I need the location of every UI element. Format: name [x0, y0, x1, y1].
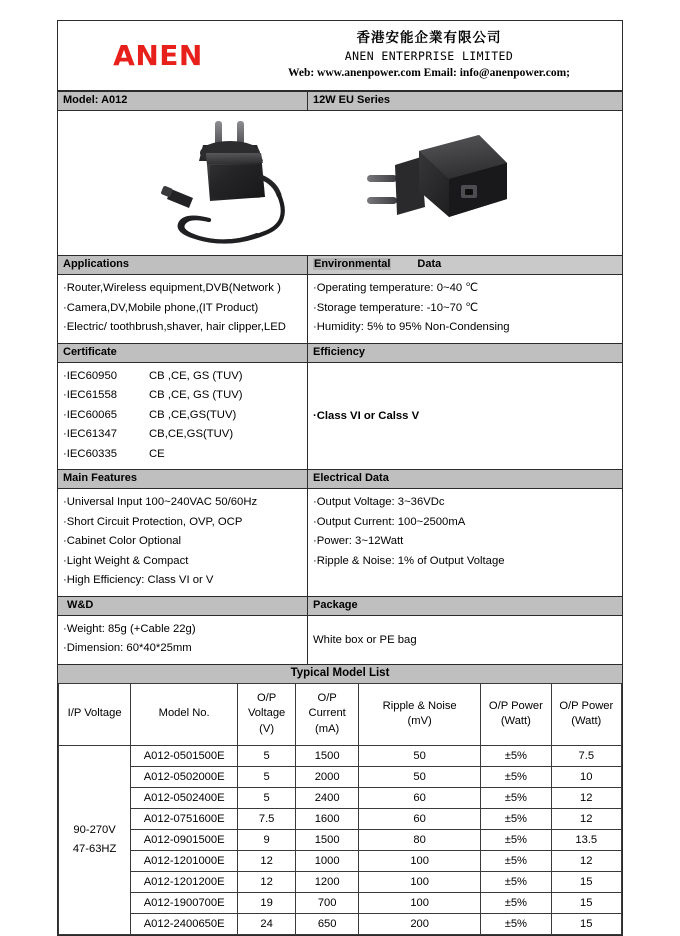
table-body: [59, 745, 622, 934]
cell-current: 1600: [296, 808, 359, 829]
list-item: ·Universal Input 100~240VAC 50/60Hz: [63, 496, 258, 508]
cell-tolerance: ±5%: [481, 892, 551, 913]
features-electrical-header: [58, 469, 622, 488]
certificate-detail: CE: [149, 447, 165, 460]
product-image-row: [58, 110, 622, 255]
cell-voltage: 9: [238, 829, 296, 850]
cell-current: 1500: [296, 745, 359, 766]
page-header: [58, 21, 622, 91]
column-header-output-voltage: [238, 683, 296, 745]
cell-tolerance: ±5%: [481, 871, 551, 892]
cell-voltage: 5: [238, 745, 296, 766]
cell-tolerance: ±5%: [481, 787, 551, 808]
column-header-line: (mV): [407, 715, 432, 727]
cell-tolerance: ±5%: [481, 913, 551, 934]
cell-voltage: 5: [238, 787, 296, 808]
column-header-line: I/P Voltage: [67, 707, 122, 720]
series-label: 12W EU Series: [308, 92, 622, 110]
cell-ripple: 100: [359, 892, 481, 913]
list-item: ·Light Weight & Compact: [63, 554, 189, 567]
list-item: ·Electric/ toothbrush,shaver, hair clipper,LED: [63, 321, 286, 333]
list-item: [63, 445, 302, 465]
column-header-line: (V): [259, 722, 275, 735]
list-item: ·Operating temperature: 0~40 ℃: [313, 282, 478, 294]
list-item: ·Dimension: 60*40*25mm: [63, 642, 192, 654]
cell-model: A012-0502000E: [131, 766, 238, 787]
column-header-model-no: [131, 683, 238, 745]
certificate-detail: CB ,CE, GS (TUV): [149, 389, 243, 401]
cell-watt: 7.5: [551, 745, 621, 766]
cell-voltage: 24: [238, 913, 296, 934]
certificate-efficiency-body: [58, 362, 622, 470]
cell-current: 2000: [296, 766, 359, 787]
list-item: ·Ripple & Noise: 1% of Output Voltage: [313, 554, 505, 567]
eu-wall-adapter-front-image: [361, 129, 531, 249]
column-header-input-voltage: [59, 683, 131, 745]
cell-watt: 10: [551, 766, 621, 787]
cell-tolerance: ±5%: [481, 766, 551, 787]
company-info: [248, 29, 622, 82]
cell-ripple: 60: [359, 787, 481, 808]
list-item: ·Humidity: 5% to 95% Non-Condensing: [313, 321, 510, 333]
cell-watt: 15: [551, 913, 621, 934]
cell-ripple: 60: [359, 808, 481, 829]
list-item: ·Cabinet Color Optional: [63, 535, 182, 547]
cell-voltage: 5: [238, 766, 296, 787]
eu-wall-adapter-with-cable-image: [153, 115, 353, 255]
cell-watt: 15: [551, 892, 621, 913]
cell-tolerance: ±5%: [481, 850, 551, 871]
applications-list: [58, 275, 308, 343]
table-row: [59, 871, 622, 892]
brand-logo: [58, 38, 248, 72]
certificate-code: ·IEC60335: [63, 447, 118, 460]
cell-watt: 13.5: [551, 829, 621, 850]
cell-watt: 12: [551, 787, 621, 808]
cell-tolerance: ±5%: [481, 829, 551, 850]
environmental-heading-word1: Environmental: [314, 258, 391, 270]
cell-voltage: 7.5: [238, 808, 296, 829]
model-label: Model: A012: [58, 92, 308, 110]
list-item: ·Storage temperature: -10~70 ℃: [313, 301, 478, 314]
cell-current: 700: [296, 892, 359, 913]
wd-package-header: [58, 596, 622, 615]
table-header-row: [59, 683, 622, 745]
list-item: [63, 406, 302, 426]
cell-voltage: 12: [238, 871, 296, 892]
applications-environmental-body: [58, 274, 622, 343]
table-row: [59, 892, 622, 913]
cell-ripple: 50: [359, 745, 481, 766]
column-header-output-power-watt: [551, 683, 621, 745]
cell-model: A012-0751600E: [131, 808, 238, 829]
company-name-cn: 香港安能企業有限公司: [356, 29, 502, 46]
cell-ripple: 100: [359, 850, 481, 871]
table-row: [59, 766, 622, 787]
list-item: ·Router,Wireless equipment,DVB(Network ): [63, 282, 281, 294]
list-item: ·Output Voltage: 3~36VDc: [313, 496, 445, 508]
input-voltage-line1: 90-270V: [73, 823, 116, 836]
certificate-efficiency-header: [58, 343, 622, 362]
input-voltage-line2: 47-63HZ: [72, 842, 117, 855]
applications-heading: Applications: [58, 256, 308, 274]
cell-model: A012-0901500E: [131, 829, 238, 850]
certificate-code: ·IEC60950: [63, 369, 118, 382]
table-row: [59, 787, 622, 808]
column-header-ripple-noise: [359, 683, 481, 745]
environmental-heading: [308, 256, 622, 274]
list-item: [63, 386, 302, 406]
cell-model: A012-1201000E: [131, 850, 238, 871]
column-header-line: (mA): [315, 722, 340, 735]
table-row: [59, 745, 622, 766]
cell-model: A012-0501500E: [131, 745, 238, 766]
main-features-heading: Main Features: [58, 470, 308, 488]
cell-model: A012-2400650E: [131, 913, 238, 934]
features-electrical-body: [58, 488, 622, 596]
environmental-list: [308, 275, 622, 343]
column-header-line: (Watt): [571, 715, 602, 727]
cell-voltage: 19: [238, 892, 296, 913]
environmental-heading-word2: Data: [417, 258, 442, 270]
certificate-code: ·IEC60065: [63, 408, 118, 421]
package-heading: Package: [308, 597, 622, 615]
efficiency-heading: Efficiency: [308, 344, 622, 362]
wd-heading: W&D: [58, 597, 308, 615]
certificate-detail: CB ,CE,GS(TUV): [149, 408, 237, 421]
company-name-en: ANEN ENTERPRISE LIMITED: [344, 49, 514, 64]
list-item: [63, 425, 302, 445]
certificate-detail: CB,CE,GS(TUV): [149, 428, 234, 440]
applications-environmental-header: [58, 255, 622, 274]
certificate-list: [58, 363, 308, 470]
input-voltage-cell: [59, 745, 131, 934]
column-header-line: O/P: [317, 691, 337, 704]
wd-list: [58, 616, 308, 664]
cell-model: A012-1900700E: [131, 892, 238, 913]
column-header-line: O/P: [256, 691, 277, 704]
company-contact: Web: www.anenpower.com Email: info@anenpower.com;: [287, 66, 570, 79]
certificate-detail: CB ,CE, GS (TUV): [149, 369, 243, 382]
table-row: [59, 850, 622, 871]
table-row: [59, 808, 622, 829]
list-item: ·Camera,DV,Mobile phone,(IT Product): [63, 301, 259, 314]
cell-model: A012-0502400E: [131, 787, 238, 808]
wd-package-body: [58, 615, 622, 664]
column-header-line: O/P Power: [488, 699, 543, 712]
list-item: ·Short Circuit Protection, OVP, OCP: [63, 515, 243, 528]
brand-logo-text: ANEN: [113, 38, 203, 72]
cell-current: 650: [296, 913, 359, 934]
cell-watt: 12: [551, 808, 621, 829]
column-header-line: Current: [308, 707, 346, 720]
cell-watt: 15: [551, 871, 621, 892]
list-item: ·High Efficiency: Class VI or V: [63, 574, 214, 586]
cell-tolerance: ±5%: [481, 745, 551, 766]
main-features-list: [58, 489, 308, 596]
certificate-heading: Certificate: [58, 344, 308, 362]
cell-voltage: 12: [238, 850, 296, 871]
column-header-line: (Watt): [500, 715, 531, 727]
cell-current: 2400: [296, 787, 359, 808]
list-item: [63, 367, 302, 387]
column-header-line: Model No.: [158, 707, 210, 720]
electrical-data-heading: Electrical Data: [308, 470, 622, 488]
list-item: ·Power: 3~12Watt: [313, 535, 404, 547]
datasheet-frame: [57, 20, 623, 936]
certificate-code: ·IEC61347: [63, 428, 118, 440]
cell-tolerance: ±5%: [481, 808, 551, 829]
certificate-code: ·IEC61558: [63, 389, 118, 401]
cell-current: 1200: [296, 871, 359, 892]
package-value: White box or PE bag: [313, 633, 417, 646]
cell-ripple: 200: [359, 913, 481, 934]
column-header-output-current: [296, 683, 359, 745]
model-bar: [58, 91, 622, 110]
model-list-title: Typical Model List: [58, 664, 622, 683]
column-header-line: O/P Power: [559, 699, 614, 712]
cell-current: 1500: [296, 829, 359, 850]
list-item: ·Output Current: 100~2500mA: [313, 515, 466, 528]
cell-current: 1000: [296, 850, 359, 871]
cell-ripple: 80: [359, 829, 481, 850]
electrical-data-list: [308, 489, 622, 596]
table-row: [59, 913, 622, 934]
cell-model: A012-1201200E: [131, 871, 238, 892]
column-header-line: Voltage: [247, 707, 286, 720]
list-item: ·Weight: 85g (+Cable 22g): [63, 622, 196, 635]
cell-watt: 12: [551, 850, 621, 871]
column-header-line: Ripple & Noise: [382, 699, 457, 712]
table-row: [59, 829, 622, 850]
cell-ripple: 50: [359, 766, 481, 787]
model-list-table: [58, 683, 622, 935]
cell-ripple: 100: [359, 871, 481, 892]
efficiency-value: ·Class VI or Calss V: [313, 409, 420, 422]
column-header-output-power-tolerance: [481, 683, 551, 745]
